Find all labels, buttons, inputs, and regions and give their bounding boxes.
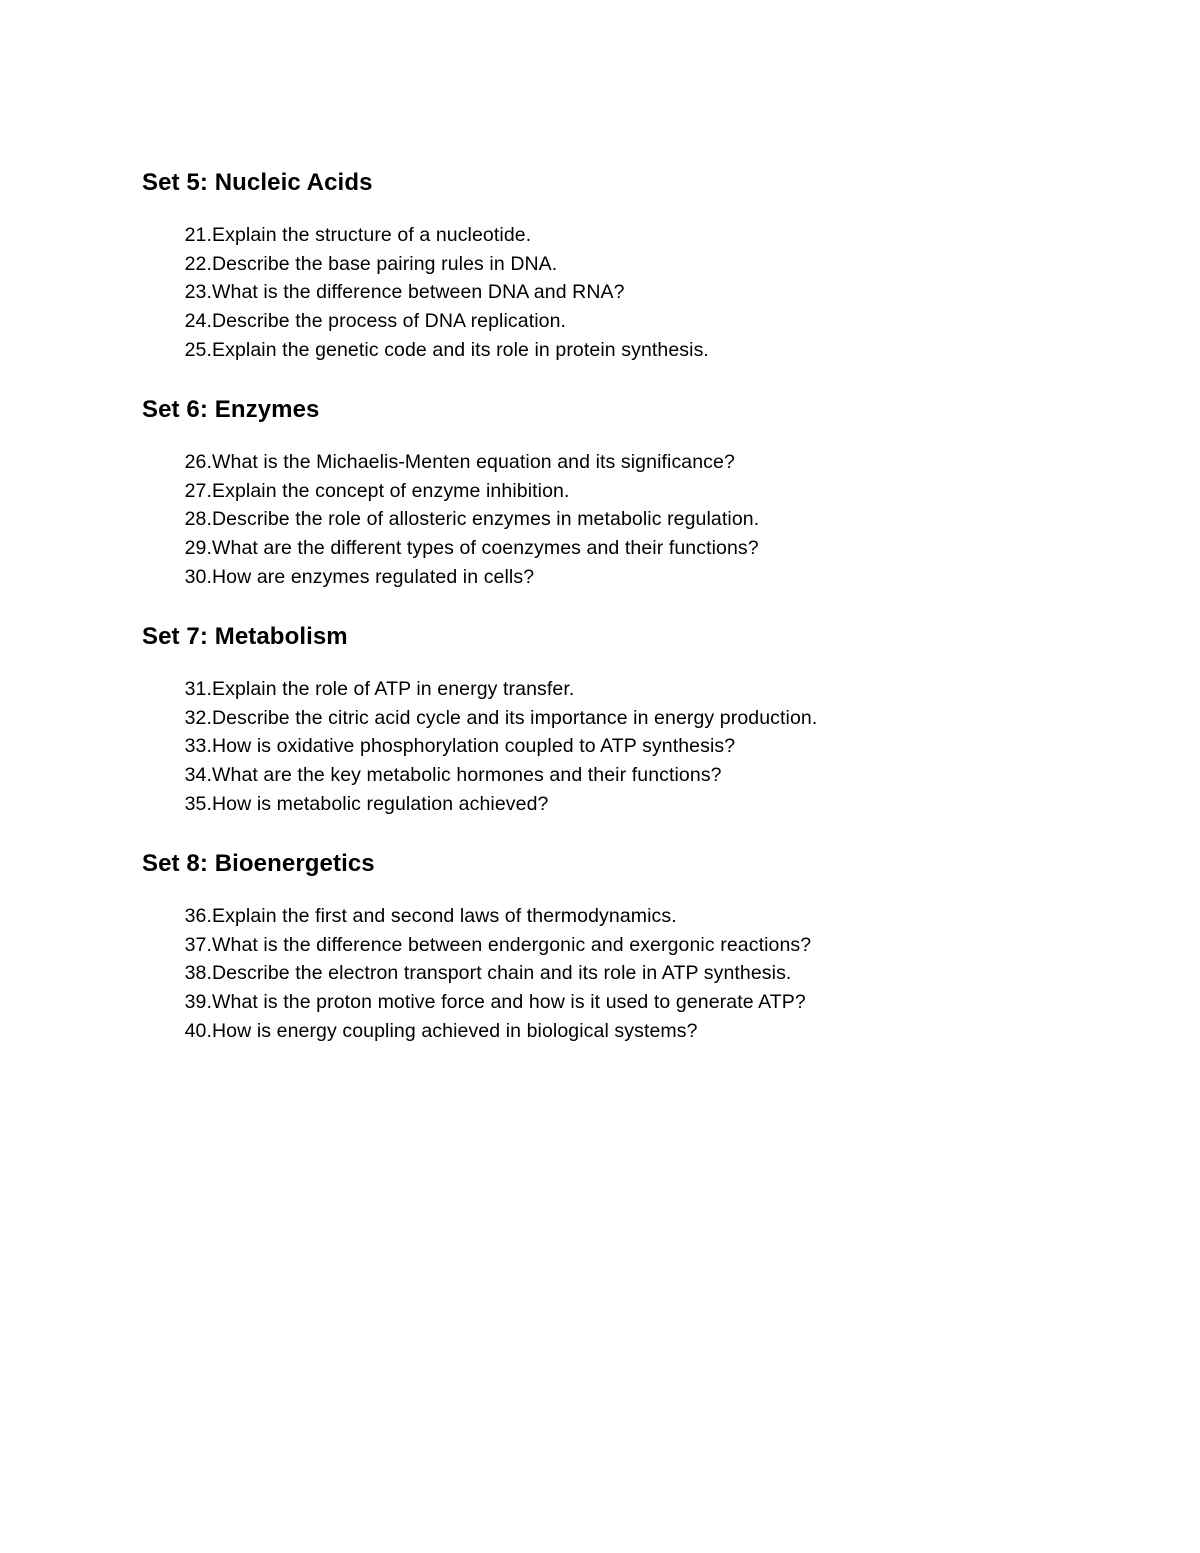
question-text: Describe the base pairing rules in DNA. xyxy=(212,252,558,275)
question-item xyxy=(142,704,1142,733)
question-text: Explain the concept of enzyme inhibition. xyxy=(212,479,570,502)
question-item xyxy=(142,477,1142,506)
question-number: 37. xyxy=(184,933,212,956)
question-number: 33. xyxy=(184,735,212,758)
question-item xyxy=(142,307,1142,336)
question-text: Describe the process of DNA replication. xyxy=(212,310,567,333)
question-item xyxy=(142,448,1142,477)
question-item xyxy=(142,563,1142,592)
question-item xyxy=(142,931,1142,960)
question-number: 39. xyxy=(184,991,212,1014)
question-item xyxy=(142,336,1142,365)
question-number: 35. xyxy=(184,792,212,815)
question-number: 22. xyxy=(184,252,212,275)
question-item xyxy=(142,278,1142,307)
question-text: How is metabolic regulation achieved? xyxy=(212,792,549,815)
question-text: Explain the first and second laws of thermodynamics. xyxy=(212,905,677,927)
question-item xyxy=(142,732,1142,761)
set-6-section xyxy=(142,395,1142,592)
set-8-section xyxy=(142,849,1142,1046)
question-number: 29. xyxy=(184,537,212,560)
question-number: 40. xyxy=(184,1019,212,1042)
question-text: Describe the electron transport chain and its role in ATP synthesis. xyxy=(212,962,792,985)
set-heading: Set 7: Metabolism xyxy=(142,623,348,650)
question-text: Describe the citric acid cycle and its importance in energy production. xyxy=(212,706,818,729)
question-text: What is the difference between endergonic and exergonic reactions? xyxy=(212,933,812,956)
question-item xyxy=(142,988,1142,1017)
question-item xyxy=(142,505,1142,534)
question-number: 27. xyxy=(184,479,212,502)
question-item xyxy=(142,902,1142,931)
question-text: What is the proton motive force and how is it used to generate ATP? xyxy=(212,991,806,1014)
question-item xyxy=(142,534,1142,563)
question-item xyxy=(142,959,1142,988)
question-number: 26. xyxy=(184,451,212,473)
question-number: 28. xyxy=(184,508,212,531)
question-number: 34. xyxy=(184,764,212,787)
question-text: What is the Michaelis-Menten equation and its significance? xyxy=(212,451,735,473)
question-number: 21. xyxy=(184,224,212,246)
question-number: 24. xyxy=(184,310,212,333)
set-5-section xyxy=(142,168,1142,365)
question-text: How are enzymes regulated in cells? xyxy=(212,565,535,588)
question-number: 30. xyxy=(184,565,212,588)
set-heading: Set 6: Enzymes xyxy=(142,396,320,423)
question-item xyxy=(142,790,1142,819)
question-text: How is energy coupling achieved in biological systems? xyxy=(212,1019,698,1042)
question-list xyxy=(142,675,1142,819)
question-number: 32. xyxy=(184,706,212,729)
question-number: 31. xyxy=(184,678,212,700)
question-number: 25. xyxy=(184,338,212,361)
question-list xyxy=(142,902,1142,1046)
question-number: 38. xyxy=(184,962,212,985)
set-heading: Set 5: Nucleic Acids xyxy=(142,169,373,196)
question-number: 23. xyxy=(184,281,212,304)
question-number: 36. xyxy=(184,905,212,927)
question-text: What are the key metabolic hormones and their functions? xyxy=(212,764,722,787)
question-item xyxy=(142,1017,1142,1046)
question-text: How is oxidative phosphorylation coupled to ATP synthesis? xyxy=(212,735,736,758)
question-item xyxy=(142,675,1142,704)
question-text: Describe the role of allosteric enzymes in metabolic regulation. xyxy=(212,508,760,531)
set-7-section xyxy=(142,622,1142,819)
set-heading: Set 8: Bioenergetics xyxy=(142,850,375,877)
question-item xyxy=(142,761,1142,790)
question-text: What is the difference between DNA and RNA? xyxy=(212,281,625,304)
question-list xyxy=(142,448,1142,592)
question-text: What are the different types of coenzymes and their functions? xyxy=(212,537,759,560)
question-item xyxy=(142,221,1142,250)
question-text: Explain the genetic code and its role in protein synthesis. xyxy=(212,338,709,361)
question-list xyxy=(142,221,1142,365)
question-item xyxy=(142,250,1142,279)
question-text: Explain the structure of a nucleotide. xyxy=(212,224,532,246)
question-text: Explain the role of ATP in energy transfer. xyxy=(212,678,575,700)
